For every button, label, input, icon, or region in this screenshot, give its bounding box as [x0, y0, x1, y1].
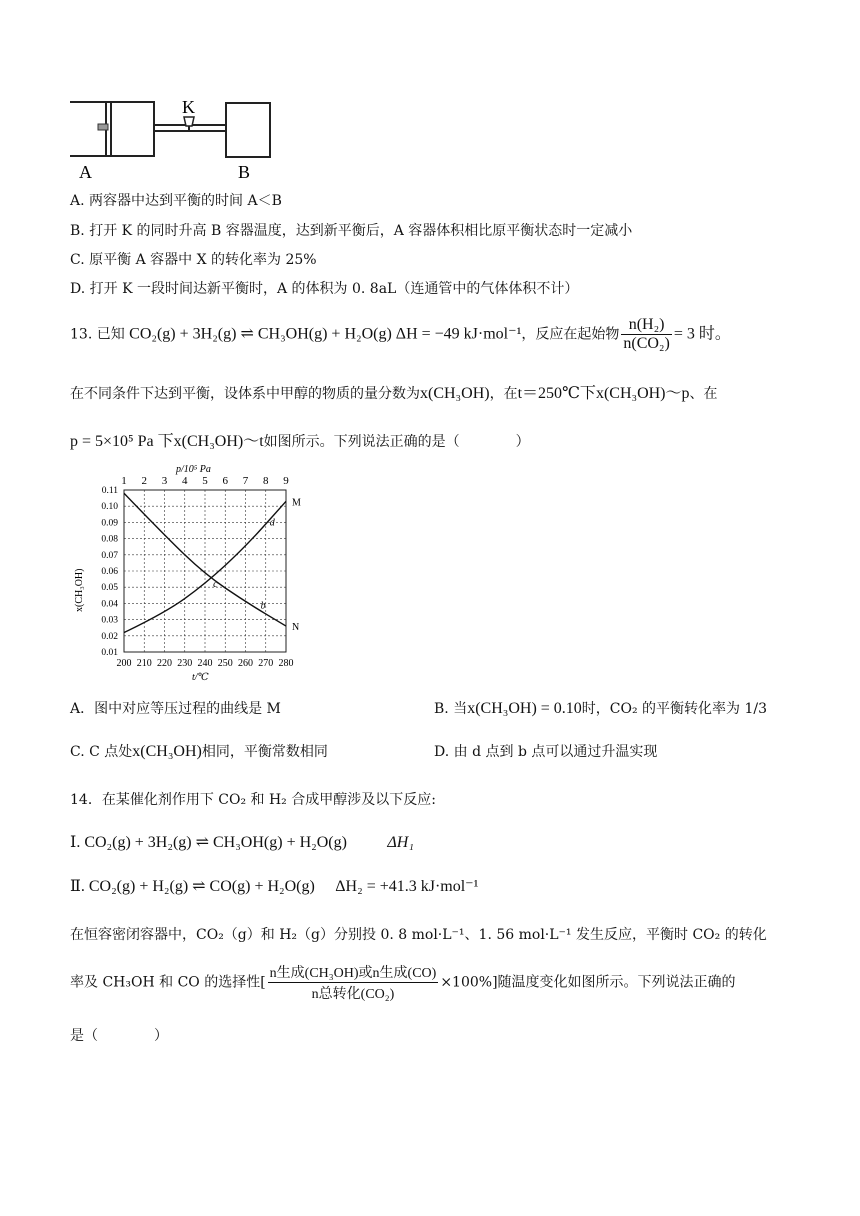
chart-point-label-b: b	[260, 600, 266, 612]
chart-y-tick-label: 0.01	[101, 648, 118, 658]
q13-start-text: ，反应在起始物	[521, 326, 620, 343]
q14-line2-post: ×100%]随温度变化如图所示。下列说法正确的	[440, 974, 736, 991]
q13-option-c	[70, 741, 328, 761]
q14-reaction-2	[70, 876, 478, 896]
q14-title: 14．在某催化剂作用下 CO₂ 和 H₂ 合成甲醇涉及以下反应:	[70, 792, 436, 808]
chart-bottom-tick-label: 260	[238, 658, 253, 669]
chart-top-tick-label: 8	[263, 475, 269, 487]
chart-bottom-tick-label: 200	[116, 658, 132, 669]
chart-y-tick-label: 0.07	[101, 550, 118, 561]
chart-point-label-d: d	[269, 517, 275, 529]
chart-bottom-axis-label: t/℃	[192, 672, 209, 683]
q13-stem-line1	[70, 316, 731, 353]
q13-line2-text: 在不同条件下达到平衡，设体系中甲醇的物质的量分数为	[70, 386, 420, 402]
q13-x-ch3oh: x(CH₃OH)	[420, 385, 490, 402]
q13-option-b-post: 时，CO₂ 的平衡转化率为 1/3	[581, 701, 768, 717]
q12-option-d: D. 打开 K 一段时间达新平衡时，A 的体积为 0. 8aL（连通管中的气体体积不计）	[70, 281, 579, 297]
q13-line2-in: ，在	[489, 386, 518, 402]
q14-reaction-1-eq: Ⅰ. CO₂(g) + 3H₂(g) ⇌ CH₃OH(g) + H₂O(g)	[70, 834, 347, 851]
chart-y-tick-label: 0.02	[101, 631, 118, 642]
q12-option-a: A. 两容器中达到平衡的时间 A＜B	[70, 193, 282, 209]
q13-ratio-den: n(CO₂)	[623, 335, 670, 352]
q13-option-b-pre: B. 当	[434, 701, 468, 717]
q14-line2-pre: 率及 CH₃OH 和 CO 的选择性[	[70, 974, 266, 991]
q14-selectivity-den: n总转化(CO₂)	[311, 987, 395, 1002]
chart-y-tick-label: 0.09	[101, 518, 118, 529]
chart-y-tick-label: 0.10	[101, 502, 118, 513]
chart-top-tick-label: 7	[242, 475, 249, 487]
chart-top-axis-label: p/10⁵ Pa	[176, 464, 211, 475]
chart-y-tick-label: 0.05	[101, 583, 118, 594]
q13-line3-text: 如图所示。下列说法正确的是（ ）	[263, 434, 530, 450]
q14-selectivity-fraction	[268, 962, 439, 1003]
chart-point-label-c: c	[213, 579, 218, 591]
q14-stem-line3: 是（ ）	[70, 1028, 168, 1044]
chart-y-tick-label: 0.04	[101, 599, 118, 610]
chart-top-tick-label: 6	[222, 475, 228, 487]
chart-bottom-tick-label: 230	[177, 658, 193, 669]
q13-option-c-post: 相同，平衡常数相同	[201, 744, 328, 760]
chart-y-tick-label: 0.08	[101, 534, 118, 545]
chart-bottom-tick-label: 280	[278, 658, 294, 669]
q13-ratio-num: n(H₂)	[621, 316, 671, 335]
q14-stem-line2	[70, 962, 736, 1003]
q13-x-vs-p: x(CH₃OH)～p	[595, 385, 690, 402]
apparatus-label-b: B	[238, 162, 251, 182]
apparatus-diagram	[66, 92, 276, 182]
q14-reaction-2-dh: ΔH₂ = +41.3 kJ·mol⁻¹	[335, 878, 479, 895]
apparatus-label-k: K	[182, 97, 195, 117]
q12-option-c: C. 原平衡 A 容器中 X 的转化率为 25%	[70, 252, 317, 268]
chart-y-tick-label: 0.11	[101, 486, 118, 496]
q13-number: 13. 已知	[70, 326, 125, 343]
chart-y-tick-label: 0.03	[101, 615, 118, 626]
chart-bottom-tick-label: 220	[157, 658, 172, 669]
q13-stem-line2	[70, 380, 718, 403]
q12-option-b: B. 打开 K 的同时升高 B 容器温度，达到新平衡后，A 容器体积相比原平衡状态时一定减小	[70, 223, 633, 239]
chart-y-tick-label: 0.06	[101, 567, 118, 577]
q13-ratio-value: = 3 时。	[673, 325, 731, 343]
q13-option-a: A．图中对应等压过程的曲线是 M	[70, 701, 281, 717]
q13-equation: CO₂(g) + 3H₂(g) ⇌ CH₃OH(g) + H₂O(g) ΔH = −49 kJ·mol⁻¹	[129, 325, 522, 343]
q13-t-condition: t＝250℃下	[517, 385, 596, 402]
q14-reaction-1-dh: ΔH₁	[387, 834, 414, 851]
q13-x-vs-t: x(CH₃OH)～t	[173, 433, 264, 450]
chart-series-label-m: M	[292, 497, 301, 509]
q13-line2-and: 、在	[689, 386, 718, 402]
q14-stem-line1: 在恒容密闭容器中，CO₂（g）和 H₂（g）分别投 0. 8 mol·L⁻¹、1. 56 mol·L⁻¹ 发生反应，平衡时 CO₂ 的转化	[70, 927, 767, 943]
q14-reaction-1	[70, 832, 414, 852]
chart-series-label-n: N	[292, 622, 300, 634]
chart-bottom-tick-label: 270	[258, 658, 274, 669]
chart-bottom-tick-label: 240	[197, 658, 213, 669]
q13-option-c-pre: C. C 点处	[70, 744, 133, 760]
q13-option-d: D. 由 d 点到 b 点可以通过升温实现	[434, 744, 658, 760]
q13-option-b-expr: x(CH₃OH) = 0.10	[467, 700, 582, 717]
q13-option-c-expr: x(CH₃OH)	[132, 743, 202, 760]
q14-selectivity-num: n生成(CH₃OH)或n生成(CO)	[268, 962, 439, 983]
chart-top-tick-label: 2	[141, 475, 147, 487]
chart-bottom-tick-label: 210	[136, 658, 152, 669]
apparatus-label-a: A	[79, 162, 92, 182]
chart-top-tick-label: 3	[161, 475, 168, 487]
chart-bottom-tick-label: 250	[217, 658, 233, 669]
q13-ratio-fraction	[621, 316, 671, 353]
chart-top-tick-label: 1	[121, 475, 127, 487]
methanol-fraction-chart	[66, 462, 316, 684]
chart-top-tick-label: 5	[202, 475, 208, 487]
q14-reaction-2-eq: Ⅱ. CO₂(g) + H₂(g) ⇌ CO(g) + H₂O(g)	[70, 878, 315, 895]
chart-y-axis-label: x(CH₃OH)	[74, 568, 85, 612]
chart-top-tick-label: 4	[182, 475, 188, 487]
q13-stem-line3	[70, 428, 530, 451]
q13-p-condition: p = 5×10⁵ Pa 下	[70, 433, 174, 450]
chart-top-tick-label: 9	[283, 475, 289, 487]
q13-option-b	[434, 698, 767, 718]
